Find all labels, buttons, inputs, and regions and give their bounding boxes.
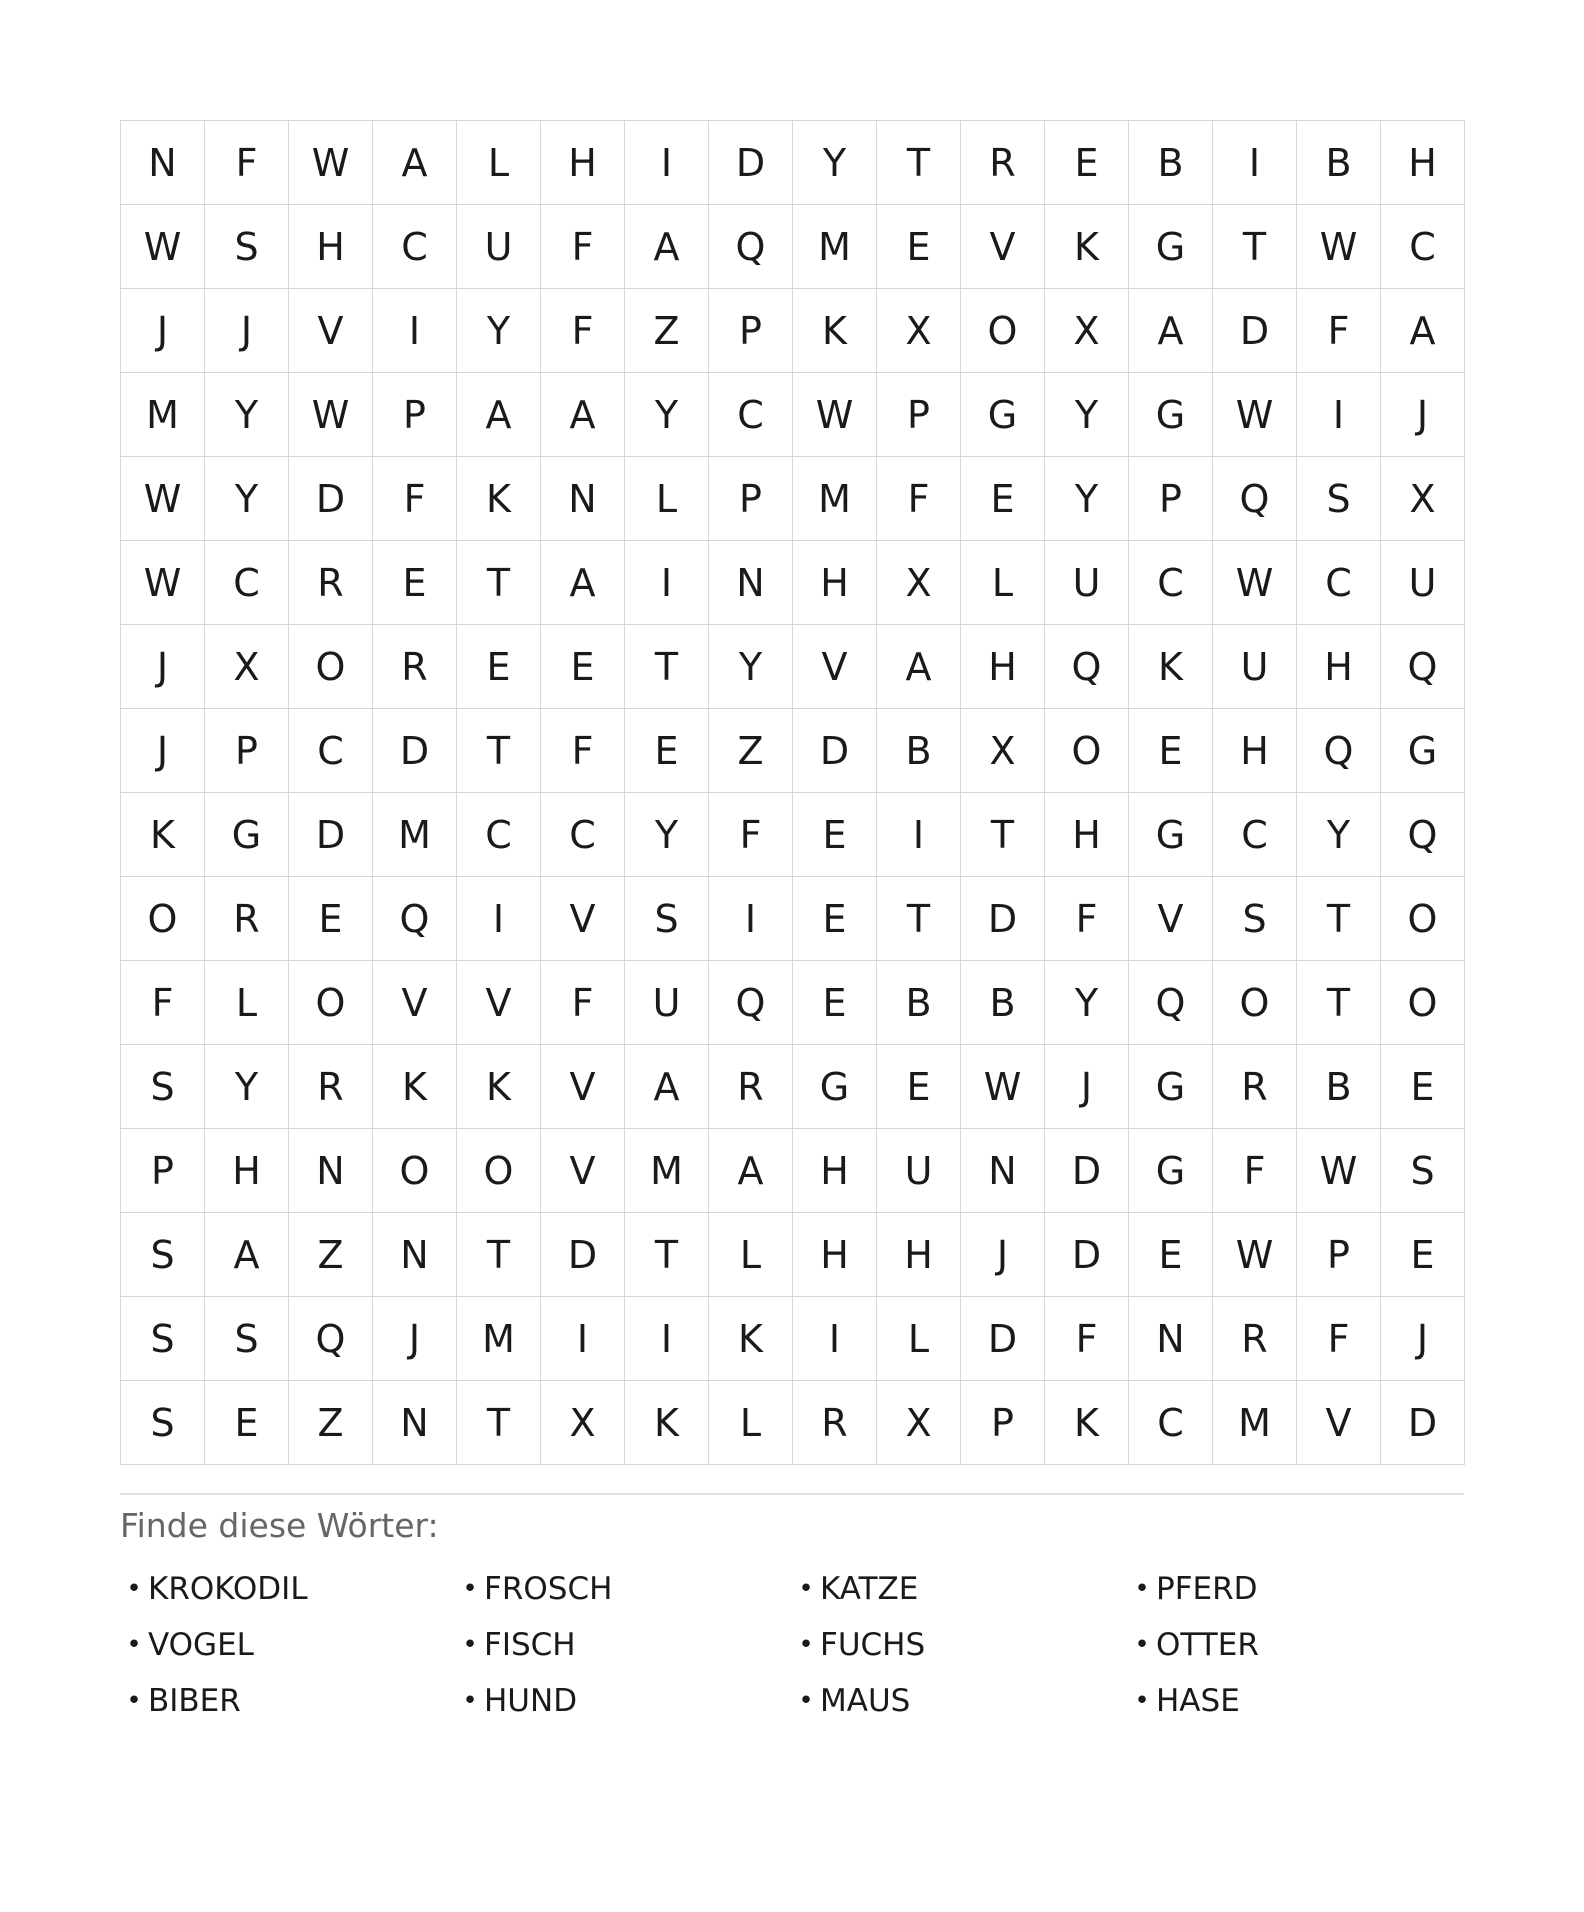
bullet-icon: • (1134, 1686, 1150, 1716)
grid-cell[interactable]: K (625, 1381, 709, 1465)
grid-cell[interactable]: A (457, 373, 541, 457)
grid-cell[interactable]: Y (1297, 793, 1381, 877)
grid-cell[interactable]: U (1213, 625, 1297, 709)
grid-cell[interactable]: N (289, 1129, 373, 1213)
grid-cell[interactable]: I (793, 1297, 877, 1381)
grid-cell[interactable]: S (205, 1297, 289, 1381)
grid-cell[interactable]: U (1045, 541, 1129, 625)
grid-cell[interactable]: S (121, 1213, 205, 1297)
grid-cell[interactable]: F (541, 709, 625, 793)
word-label: HASE (1156, 1683, 1240, 1719)
grid-cell[interactable]: Q (1381, 625, 1465, 709)
word-search-puzzle (120, 120, 1464, 1729)
grid-cell[interactable]: W (1213, 541, 1297, 625)
grid-cell[interactable]: B (877, 709, 961, 793)
grid-cell[interactable]: F (1297, 289, 1381, 373)
grid-cell[interactable]: F (121, 961, 205, 1045)
grid-cell[interactable]: I (877, 793, 961, 877)
word-label: MAUS (820, 1683, 911, 1719)
grid-cell[interactable]: S (121, 1297, 205, 1381)
grid-cell[interactable]: E (877, 205, 961, 289)
divider (120, 1493, 1464, 1495)
grid-cell[interactable]: H (793, 541, 877, 625)
grid-cell[interactable]: Y (625, 793, 709, 877)
grid-cell[interactable]: P (373, 373, 457, 457)
grid-cell[interactable]: T (1297, 961, 1381, 1045)
bullet-icon: • (462, 1630, 478, 1660)
grid-cell[interactable]: E (373, 541, 457, 625)
grid-cell[interactable]: E (1045, 121, 1129, 205)
grid-cell[interactable]: K (457, 457, 541, 541)
grid-cell[interactable]: Q (709, 961, 793, 1045)
grid-cell[interactable]: E (289, 877, 373, 961)
grid-cell[interactable]: V (541, 877, 625, 961)
grid-cell[interactable]: L (625, 457, 709, 541)
bullet-icon: • (462, 1686, 478, 1716)
grid-cell[interactable]: J (1381, 1297, 1465, 1381)
grid-cell[interactable]: H (1381, 121, 1465, 205)
grid-cell[interactable]: H (289, 205, 373, 289)
grid-cell[interactable]: D (961, 1297, 1045, 1381)
grid-cell[interactable]: O (289, 961, 373, 1045)
word-list-heading: Finde diese Wörter: (120, 1506, 439, 1545)
grid-cell[interactable]: A (625, 205, 709, 289)
word-list-item (792, 1673, 1128, 1729)
grid-cell[interactable]: E (625, 709, 709, 793)
grid-cell[interactable]: T (625, 625, 709, 709)
grid-cell[interactable]: A (541, 373, 625, 457)
grid-cell[interactable]: T (625, 1213, 709, 1297)
grid-cell[interactable]: N (373, 1213, 457, 1297)
grid-cell[interactable]: V (961, 205, 1045, 289)
grid-cell[interactable]: F (1297, 1297, 1381, 1381)
grid-cell[interactable]: Y (709, 625, 793, 709)
grid-cell[interactable]: C (709, 373, 793, 457)
word-list-item (1128, 1673, 1464, 1729)
grid-cell[interactable]: V (373, 961, 457, 1045)
grid-cell[interactable]: M (457, 1297, 541, 1381)
grid-cell[interactable]: R (961, 121, 1045, 205)
grid-cell[interactable]: S (121, 1045, 205, 1129)
grid-cell[interactable]: I (709, 877, 793, 961)
word-label: KROKODIL (148, 1571, 308, 1607)
grid-cell[interactable]: U (1381, 541, 1465, 625)
grid-cell[interactable]: D (541, 1213, 625, 1297)
grid-cell[interactable]: V (457, 961, 541, 1045)
word-list-item (456, 1561, 792, 1617)
word-list-item (456, 1617, 792, 1673)
grid-cell[interactable]: Q (373, 877, 457, 961)
grid-cell[interactable]: J (205, 289, 289, 373)
grid-cell[interactable]: W (121, 541, 205, 625)
word-label: KATZE (820, 1571, 919, 1607)
grid-cell[interactable]: H (793, 1213, 877, 1297)
grid-cell[interactable]: S (1213, 877, 1297, 961)
grid-cell[interactable]: D (793, 709, 877, 793)
grid-cell[interactable]: Q (289, 1297, 373, 1381)
grid-cell[interactable]: R (289, 1045, 373, 1129)
grid-cell[interactable]: T (457, 1381, 541, 1465)
grid-cell[interactable]: U (625, 961, 709, 1045)
grid-cell[interactable]: F (541, 205, 625, 289)
word-list-item (120, 1673, 456, 1729)
grid-cell[interactable]: X (877, 1381, 961, 1465)
grid-cell[interactable]: Q (1129, 961, 1213, 1045)
grid-cell[interactable]: O (1045, 709, 1129, 793)
grid-cell[interactable]: T (877, 121, 961, 205)
grid-cell[interactable]: C (1129, 541, 1213, 625)
bullet-icon: • (126, 1630, 142, 1660)
grid-cell[interactable]: E (793, 793, 877, 877)
grid-cell[interactable]: T (1297, 877, 1381, 961)
grid-cell[interactable]: S (121, 1381, 205, 1465)
word-list-item (456, 1673, 792, 1729)
word-list-item (120, 1561, 456, 1617)
grid-cell[interactable]: T (1213, 205, 1297, 289)
bullet-icon: • (126, 1574, 142, 1604)
grid-cell[interactable]: X (541, 1381, 625, 1465)
grid-cell[interactable]: O (1381, 961, 1465, 1045)
grid-cell[interactable]: V (541, 1129, 625, 1213)
grid-cell[interactable]: C (1381, 205, 1465, 289)
grid-cell[interactable]: H (541, 121, 625, 205)
grid-cell[interactable]: K (121, 793, 205, 877)
grid-cell[interactable]: D (1045, 1213, 1129, 1297)
grid-cell[interactable]: D (709, 121, 793, 205)
grid-cell[interactable]: F (709, 793, 793, 877)
word-label: VOGEL (148, 1627, 254, 1663)
grid-cell[interactable]: A (373, 121, 457, 205)
grid-cell[interactable]: W (121, 205, 205, 289)
grid-cell[interactable]: Y (205, 1045, 289, 1129)
grid-cell[interactable]: G (1381, 709, 1465, 793)
grid-cell[interactable]: E (1381, 1045, 1465, 1129)
grid-cell[interactable]: U (457, 205, 541, 289)
grid-cell[interactable]: I (1297, 373, 1381, 457)
grid-cell[interactable]: G (1129, 373, 1213, 457)
grid-cell[interactable]: S (205, 205, 289, 289)
grid-cell[interactable]: D (961, 877, 1045, 961)
grid-cell[interactable]: I (625, 121, 709, 205)
grid-cell[interactable]: E (793, 877, 877, 961)
grid-cell[interactable]: G (1129, 1045, 1213, 1129)
grid-cell[interactable]: M (1213, 1381, 1297, 1465)
grid-cell[interactable]: P (121, 1129, 205, 1213)
grid-cell[interactable]: M (625, 1129, 709, 1213)
grid-cell[interactable]: R (709, 1045, 793, 1129)
bullet-icon: • (798, 1574, 814, 1604)
grid-cell[interactable]: W (1297, 205, 1381, 289)
grid-cell[interactable]: D (1045, 1129, 1129, 1213)
grid-cell[interactable]: O (373, 1129, 457, 1213)
grid-cell[interactable]: A (541, 541, 625, 625)
grid-cell[interactable]: D (373, 709, 457, 793)
grid-cell[interactable]: B (961, 961, 1045, 1045)
grid-cell[interactable]: Q (709, 205, 793, 289)
grid-cell[interactable]: V (541, 1045, 625, 1129)
grid-cell[interactable]: L (961, 541, 1045, 625)
grid-cell[interactable]: G (1129, 793, 1213, 877)
bullet-icon: • (798, 1686, 814, 1716)
grid-cell[interactable]: O (1213, 961, 1297, 1045)
grid-cell[interactable]: J (121, 625, 205, 709)
grid-cell[interactable]: H (1045, 793, 1129, 877)
grid-cell[interactable]: P (1129, 457, 1213, 541)
grid-cell[interactable]: W (289, 373, 373, 457)
grid-cell[interactable]: T (457, 709, 541, 793)
grid-cell[interactable]: E (541, 625, 625, 709)
grid-cell[interactable]: H (205, 1129, 289, 1213)
bullet-icon: • (126, 1686, 142, 1716)
grid-cell[interactable]: A (625, 1045, 709, 1129)
grid-cell[interactable]: K (793, 289, 877, 373)
grid-cell[interactable]: F (373, 457, 457, 541)
grid-cell[interactable]: T (457, 541, 541, 625)
grid-cell[interactable]: E (793, 961, 877, 1045)
grid-cell[interactable]: V (1129, 877, 1213, 961)
grid-cell[interactable]: K (373, 1045, 457, 1129)
grid-cell[interactable]: N (373, 1381, 457, 1465)
grid-cell[interactable]: X (877, 541, 961, 625)
grid-cell[interactable]: B (877, 961, 961, 1045)
grid-cell[interactable]: E (1381, 1213, 1465, 1297)
grid-cell[interactable]: B (1129, 121, 1213, 205)
grid-cell[interactable]: O (289, 625, 373, 709)
grid-cell[interactable]: S (625, 877, 709, 961)
bullet-icon: • (1134, 1574, 1150, 1604)
grid-cell[interactable]: R (1213, 1045, 1297, 1129)
word-label: FUCHS (820, 1627, 926, 1663)
grid-cell[interactable]: V (1297, 1381, 1381, 1465)
grid-cell[interactable]: X (1045, 289, 1129, 373)
grid-cell[interactable]: Y (1045, 961, 1129, 1045)
grid-cell[interactable]: T (961, 793, 1045, 877)
grid-cell[interactable]: I (625, 541, 709, 625)
grid-cell[interactable]: A (1129, 289, 1213, 373)
grid-cell[interactable]: Y (205, 457, 289, 541)
grid-cell[interactable]: T (877, 877, 961, 961)
grid-cell[interactable]: C (373, 205, 457, 289)
grid-cell[interactable]: D (1381, 1381, 1465, 1465)
grid-cell[interactable]: T (457, 1213, 541, 1297)
grid-cell[interactable]: P (877, 373, 961, 457)
grid-cell[interactable]: Z (289, 1213, 373, 1297)
grid-cell[interactable]: L (709, 1213, 793, 1297)
grid-cell[interactable]: Q (1045, 625, 1129, 709)
grid-cell[interactable]: C (1213, 793, 1297, 877)
grid-cell[interactable]: C (1297, 541, 1381, 625)
grid-cell[interactable]: P (1297, 1213, 1381, 1297)
grid-cell[interactable]: E (1129, 1213, 1213, 1297)
grid-cell[interactable]: L (877, 1297, 961, 1381)
grid-cell[interactable]: H (793, 1129, 877, 1213)
grid-cell[interactable]: J (1045, 1045, 1129, 1129)
grid-cell[interactable]: F (541, 961, 625, 1045)
grid-cell[interactable]: Q (1213, 457, 1297, 541)
grid-cell[interactable]: C (1129, 1381, 1213, 1465)
grid-cell[interactable]: P (709, 289, 793, 373)
grid-cell[interactable]: G (1129, 1129, 1213, 1213)
word-label: HUND (484, 1683, 578, 1719)
grid-cell[interactable]: A (877, 625, 961, 709)
grid-cell[interactable]: C (541, 793, 625, 877)
grid-cell[interactable]: H (961, 625, 1045, 709)
grid-cell[interactable]: R (289, 541, 373, 625)
grid-cell[interactable]: K (709, 1297, 793, 1381)
bullet-icon: • (798, 1630, 814, 1660)
grid-cell[interactable]: D (289, 457, 373, 541)
grid-cell[interactable]: W (961, 1045, 1045, 1129)
grid-cell[interactable]: O (1381, 877, 1465, 961)
grid-cell[interactable]: I (373, 289, 457, 373)
grid-cell[interactable]: Z (289, 1381, 373, 1465)
word-list-item (1128, 1561, 1464, 1617)
grid-cell[interactable]: P (205, 709, 289, 793)
grid-cell[interactable]: X (877, 289, 961, 373)
grid-cell[interactable]: W (121, 457, 205, 541)
grid-cell[interactable]: I (457, 877, 541, 961)
grid-cell[interactable]: H (877, 1213, 961, 1297)
word-list-item (120, 1617, 456, 1673)
grid-cell[interactable]: Y (1045, 457, 1129, 541)
grid-cell[interactable]: A (1381, 289, 1465, 373)
grid-cell[interactable]: R (205, 877, 289, 961)
bullet-icon: • (462, 1574, 478, 1604)
grid-cell[interactable]: C (457, 793, 541, 877)
grid-cell[interactable]: F (1045, 877, 1129, 961)
grid-cell[interactable]: D (289, 793, 373, 877)
word-label: OTTER (1156, 1627, 1259, 1663)
grid-cell[interactable]: R (793, 1381, 877, 1465)
grid-cell[interactable]: N (541, 457, 625, 541)
grid-cell[interactable]: O (457, 1129, 541, 1213)
word-label: PFERD (1156, 1571, 1258, 1607)
grid-cell[interactable]: F (205, 121, 289, 205)
grid-cell[interactable]: I (625, 1297, 709, 1381)
word-list-item (1128, 1617, 1464, 1673)
grid-cell[interactable]: P (709, 457, 793, 541)
grid-cell[interactable]: G (793, 1045, 877, 1129)
grid-cell[interactable]: D (1213, 289, 1297, 373)
grid-cell[interactable]: A (205, 1213, 289, 1297)
grid-cell[interactable]: Q (1297, 709, 1381, 793)
word-list-item (792, 1617, 1128, 1673)
grid-cell[interactable]: J (121, 289, 205, 373)
grid-cell[interactable]: V (793, 625, 877, 709)
grid-cell[interactable]: L (457, 121, 541, 205)
letter-grid (120, 120, 1465, 1465)
grid-cell[interactable]: G (1129, 205, 1213, 289)
grid-cell[interactable]: Y (625, 373, 709, 457)
grid-cell[interactable]: H (1213, 709, 1297, 793)
grid-cell[interactable]: J (1381, 373, 1465, 457)
grid-cell[interactable]: N (121, 121, 205, 205)
grid-cell[interactable]: E (1129, 709, 1213, 793)
grid-cell[interactable]: S (1381, 1129, 1465, 1213)
grid-cell[interactable]: N (709, 541, 793, 625)
grid-cell[interactable]: B (1297, 1045, 1381, 1129)
grid-cell[interactable]: I (541, 1297, 625, 1381)
grid-cell[interactable]: P (961, 1381, 1045, 1465)
grid-cell[interactable]: M (793, 205, 877, 289)
grid-cell[interactable]: W (1213, 1213, 1297, 1297)
bullet-icon: • (1134, 1630, 1150, 1660)
grid-cell[interactable]: F (877, 457, 961, 541)
grid-cell[interactable]: Y (1045, 373, 1129, 457)
grid-cell[interactable]: B (1297, 121, 1381, 205)
grid-cell[interactable]: A (709, 1129, 793, 1213)
word-label: FROSCH (484, 1571, 613, 1607)
grid-cell[interactable]: W (289, 121, 373, 205)
grid-cell[interactable]: S (1297, 457, 1381, 541)
grid-cell[interactable]: O (961, 289, 1045, 373)
grid-cell[interactable]: Z (625, 289, 709, 373)
grid-cell[interactable]: F (1213, 1129, 1297, 1213)
word-list (120, 1561, 1464, 1729)
grid-cell[interactable]: K (1045, 205, 1129, 289)
grid-cell[interactable]: C (289, 709, 373, 793)
grid-cell[interactable]: M (793, 457, 877, 541)
grid-cell[interactable]: X (205, 625, 289, 709)
grid-cell[interactable]: Y (793, 121, 877, 205)
grid-cell[interactable]: Y (457, 289, 541, 373)
grid-cell[interactable]: X (961, 709, 1045, 793)
word-label: FISCH (484, 1627, 576, 1663)
grid-cell[interactable]: E (961, 457, 1045, 541)
grid-cell[interactable]: Z (709, 709, 793, 793)
grid-cell[interactable]: L (709, 1381, 793, 1465)
grid-cell[interactable]: E (205, 1381, 289, 1465)
grid-cell[interactable]: Q (1381, 793, 1465, 877)
grid-cell[interactable]: F (541, 289, 625, 373)
grid-cell[interactable]: K (1129, 625, 1213, 709)
grid-cell[interactable]: M (121, 373, 205, 457)
grid-cell[interactable]: O (121, 877, 205, 961)
grid-cell[interactable]: V (289, 289, 373, 373)
grid-cell[interactable]: L (205, 961, 289, 1045)
grid-cell[interactable]: J (961, 1213, 1045, 1297)
grid-cell[interactable]: E (877, 1045, 961, 1129)
grid-cell[interactable]: X (1381, 457, 1465, 541)
word-list-item (792, 1561, 1128, 1617)
grid-cell[interactable]: E (457, 625, 541, 709)
grid-cell[interactable]: C (205, 541, 289, 625)
grid-cell[interactable]: G (961, 373, 1045, 457)
grid-cell[interactable]: J (121, 709, 205, 793)
grid-cell[interactable]: U (877, 1129, 961, 1213)
grid-cell[interactable]: F (1045, 1297, 1129, 1381)
grid-cell[interactable]: R (1213, 1297, 1297, 1381)
grid-cell[interactable]: W (1213, 373, 1297, 457)
grid-cell[interactable]: J (373, 1297, 457, 1381)
grid-cell[interactable]: W (793, 373, 877, 457)
grid-cell[interactable]: M (373, 793, 457, 877)
grid-cell[interactable]: K (1045, 1381, 1129, 1465)
grid-cell[interactable]: N (1129, 1297, 1213, 1381)
word-label: BIBER (148, 1683, 241, 1719)
grid-cell[interactable]: W (1297, 1129, 1381, 1213)
grid-cell[interactable]: R (373, 625, 457, 709)
grid-cell[interactable]: I (1213, 121, 1297, 205)
grid-cell[interactable]: K (457, 1045, 541, 1129)
grid-cell[interactable]: Y (205, 373, 289, 457)
grid-cell[interactable]: G (205, 793, 289, 877)
grid-cell[interactable]: H (1297, 625, 1381, 709)
grid-cell[interactable]: N (961, 1129, 1045, 1213)
